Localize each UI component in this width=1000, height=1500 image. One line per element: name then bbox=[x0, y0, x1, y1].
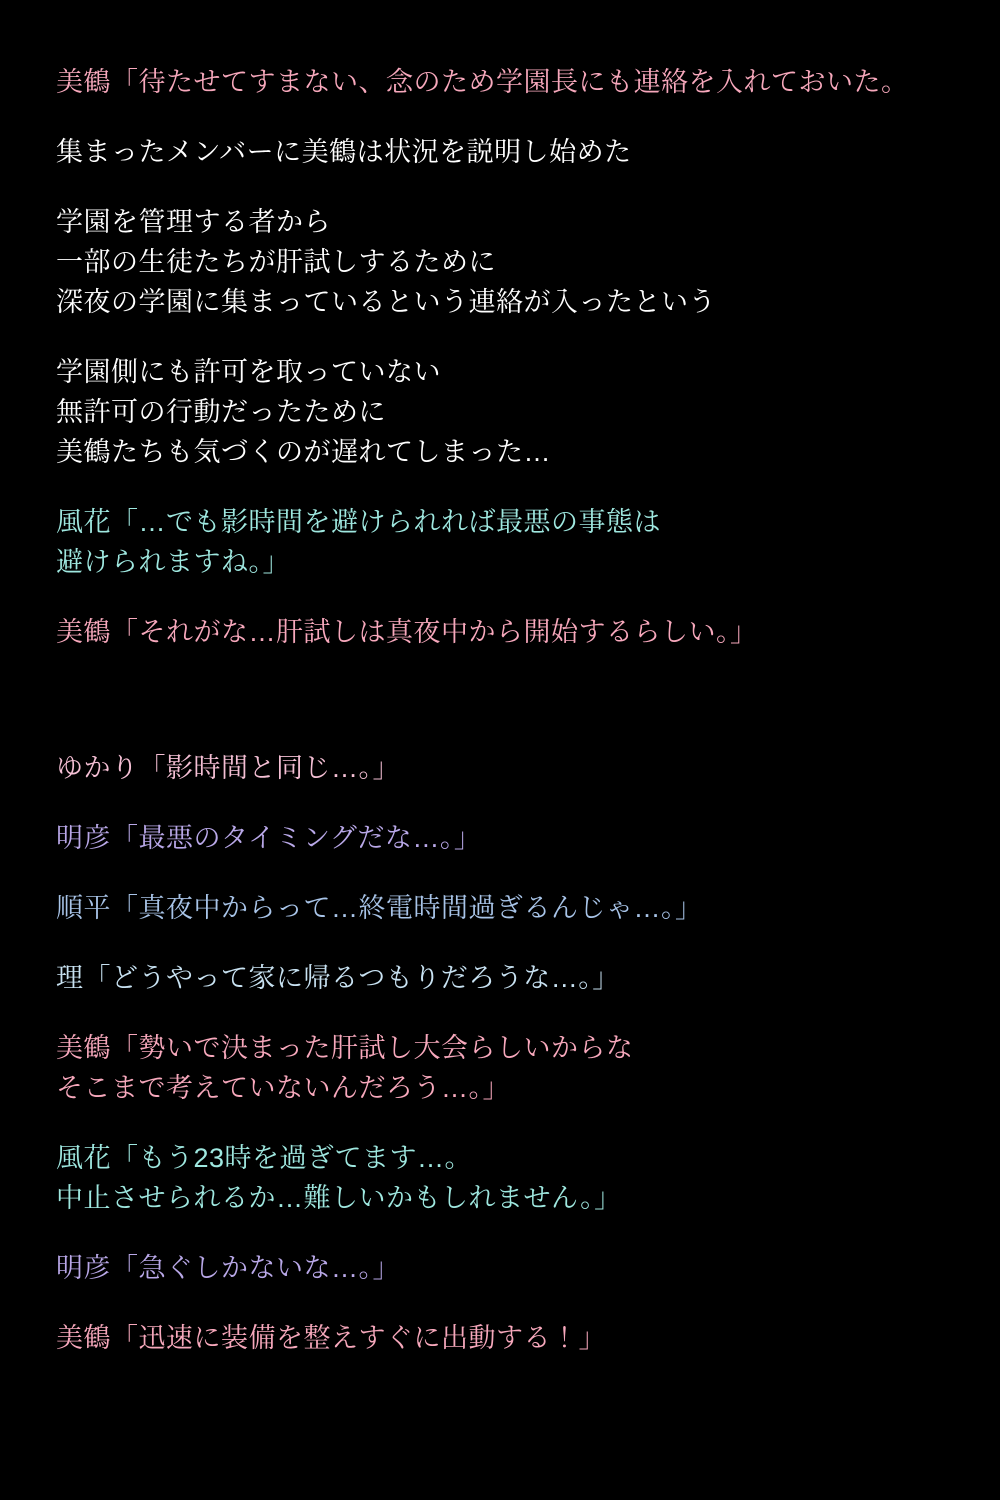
dialogue-block bbox=[56, 888, 960, 928]
narration-block bbox=[56, 352, 960, 472]
narration-block bbox=[56, 132, 960, 172]
dialogue-line: そこまで考えていないんだろう…。」 bbox=[56, 1073, 510, 1103]
section-gap bbox=[56, 682, 960, 748]
dialogue-line: 理「どうやって家に帰るつもりだろうな…。」 bbox=[56, 963, 620, 993]
narration-line: 深夜の学園に集まっているという連絡が入ったという bbox=[56, 287, 716, 317]
dialogue-line: 明彦「最悪のタイミングだな…。」 bbox=[56, 823, 482, 853]
dialogue-block bbox=[56, 612, 960, 652]
dialogue-line: 美鶴「待たせてすまない、念のため学園長にも連絡を入れておいた。 bbox=[56, 67, 909, 97]
dialogue-block bbox=[56, 958, 960, 998]
dialogue-line: 風花「…でも影時間を避けられれば最悪の事態は bbox=[56, 507, 661, 537]
narration-line: 一部の生徒たちが肝試しするために bbox=[56, 247, 496, 277]
dialogue-line: 美鶴「それがな…肝試しは真夜中から開始するらしい。」 bbox=[56, 617, 758, 647]
narration-block bbox=[56, 202, 960, 322]
dialogue-line: ゆかり「影時間と同じ…。」 bbox=[56, 753, 400, 783]
dialogue-block bbox=[56, 748, 960, 788]
dialogue-block bbox=[56, 1318, 960, 1358]
dialogue-line: 明彦「急ぐしかないな…。」 bbox=[56, 1253, 400, 1283]
dialogue-block bbox=[56, 1248, 960, 1288]
dialogue-block bbox=[56, 1138, 960, 1218]
dialogue-block bbox=[56, 818, 960, 858]
dialogue-line: 中止させられるか…難しいかもしれません。」 bbox=[56, 1183, 622, 1213]
dialogue-block bbox=[56, 502, 960, 582]
dialogue-line: 避けられますね。」 bbox=[56, 547, 290, 577]
narration-line: 学園側にも許可を取っていない bbox=[56, 357, 441, 387]
narration-line: 美鶴たちも気づくのが遅れてしまった… bbox=[56, 437, 551, 467]
narration-line: 無許可の行動だったために bbox=[56, 397, 386, 427]
dialogue-block bbox=[56, 1028, 960, 1108]
narration-line: 学園を管理する者から bbox=[56, 207, 331, 237]
dialogue-block bbox=[56, 62, 960, 102]
dialogue-line: 風花「もう23時を過ぎてます…。 bbox=[56, 1143, 473, 1173]
dialogue-line: 美鶴「迅速に装備を整えすぐに出動する！」 bbox=[56, 1323, 606, 1353]
narration-line: 集まったメンバーに美鶴は状況を説明し始めた bbox=[56, 137, 632, 167]
dialogue-line: 美鶴「勢いで決まった肝試し大会らしいからな bbox=[56, 1033, 634, 1063]
dialogue-line: 順平「真夜中からって…終電時間過ぎるんじゃ…。」 bbox=[56, 893, 703, 923]
